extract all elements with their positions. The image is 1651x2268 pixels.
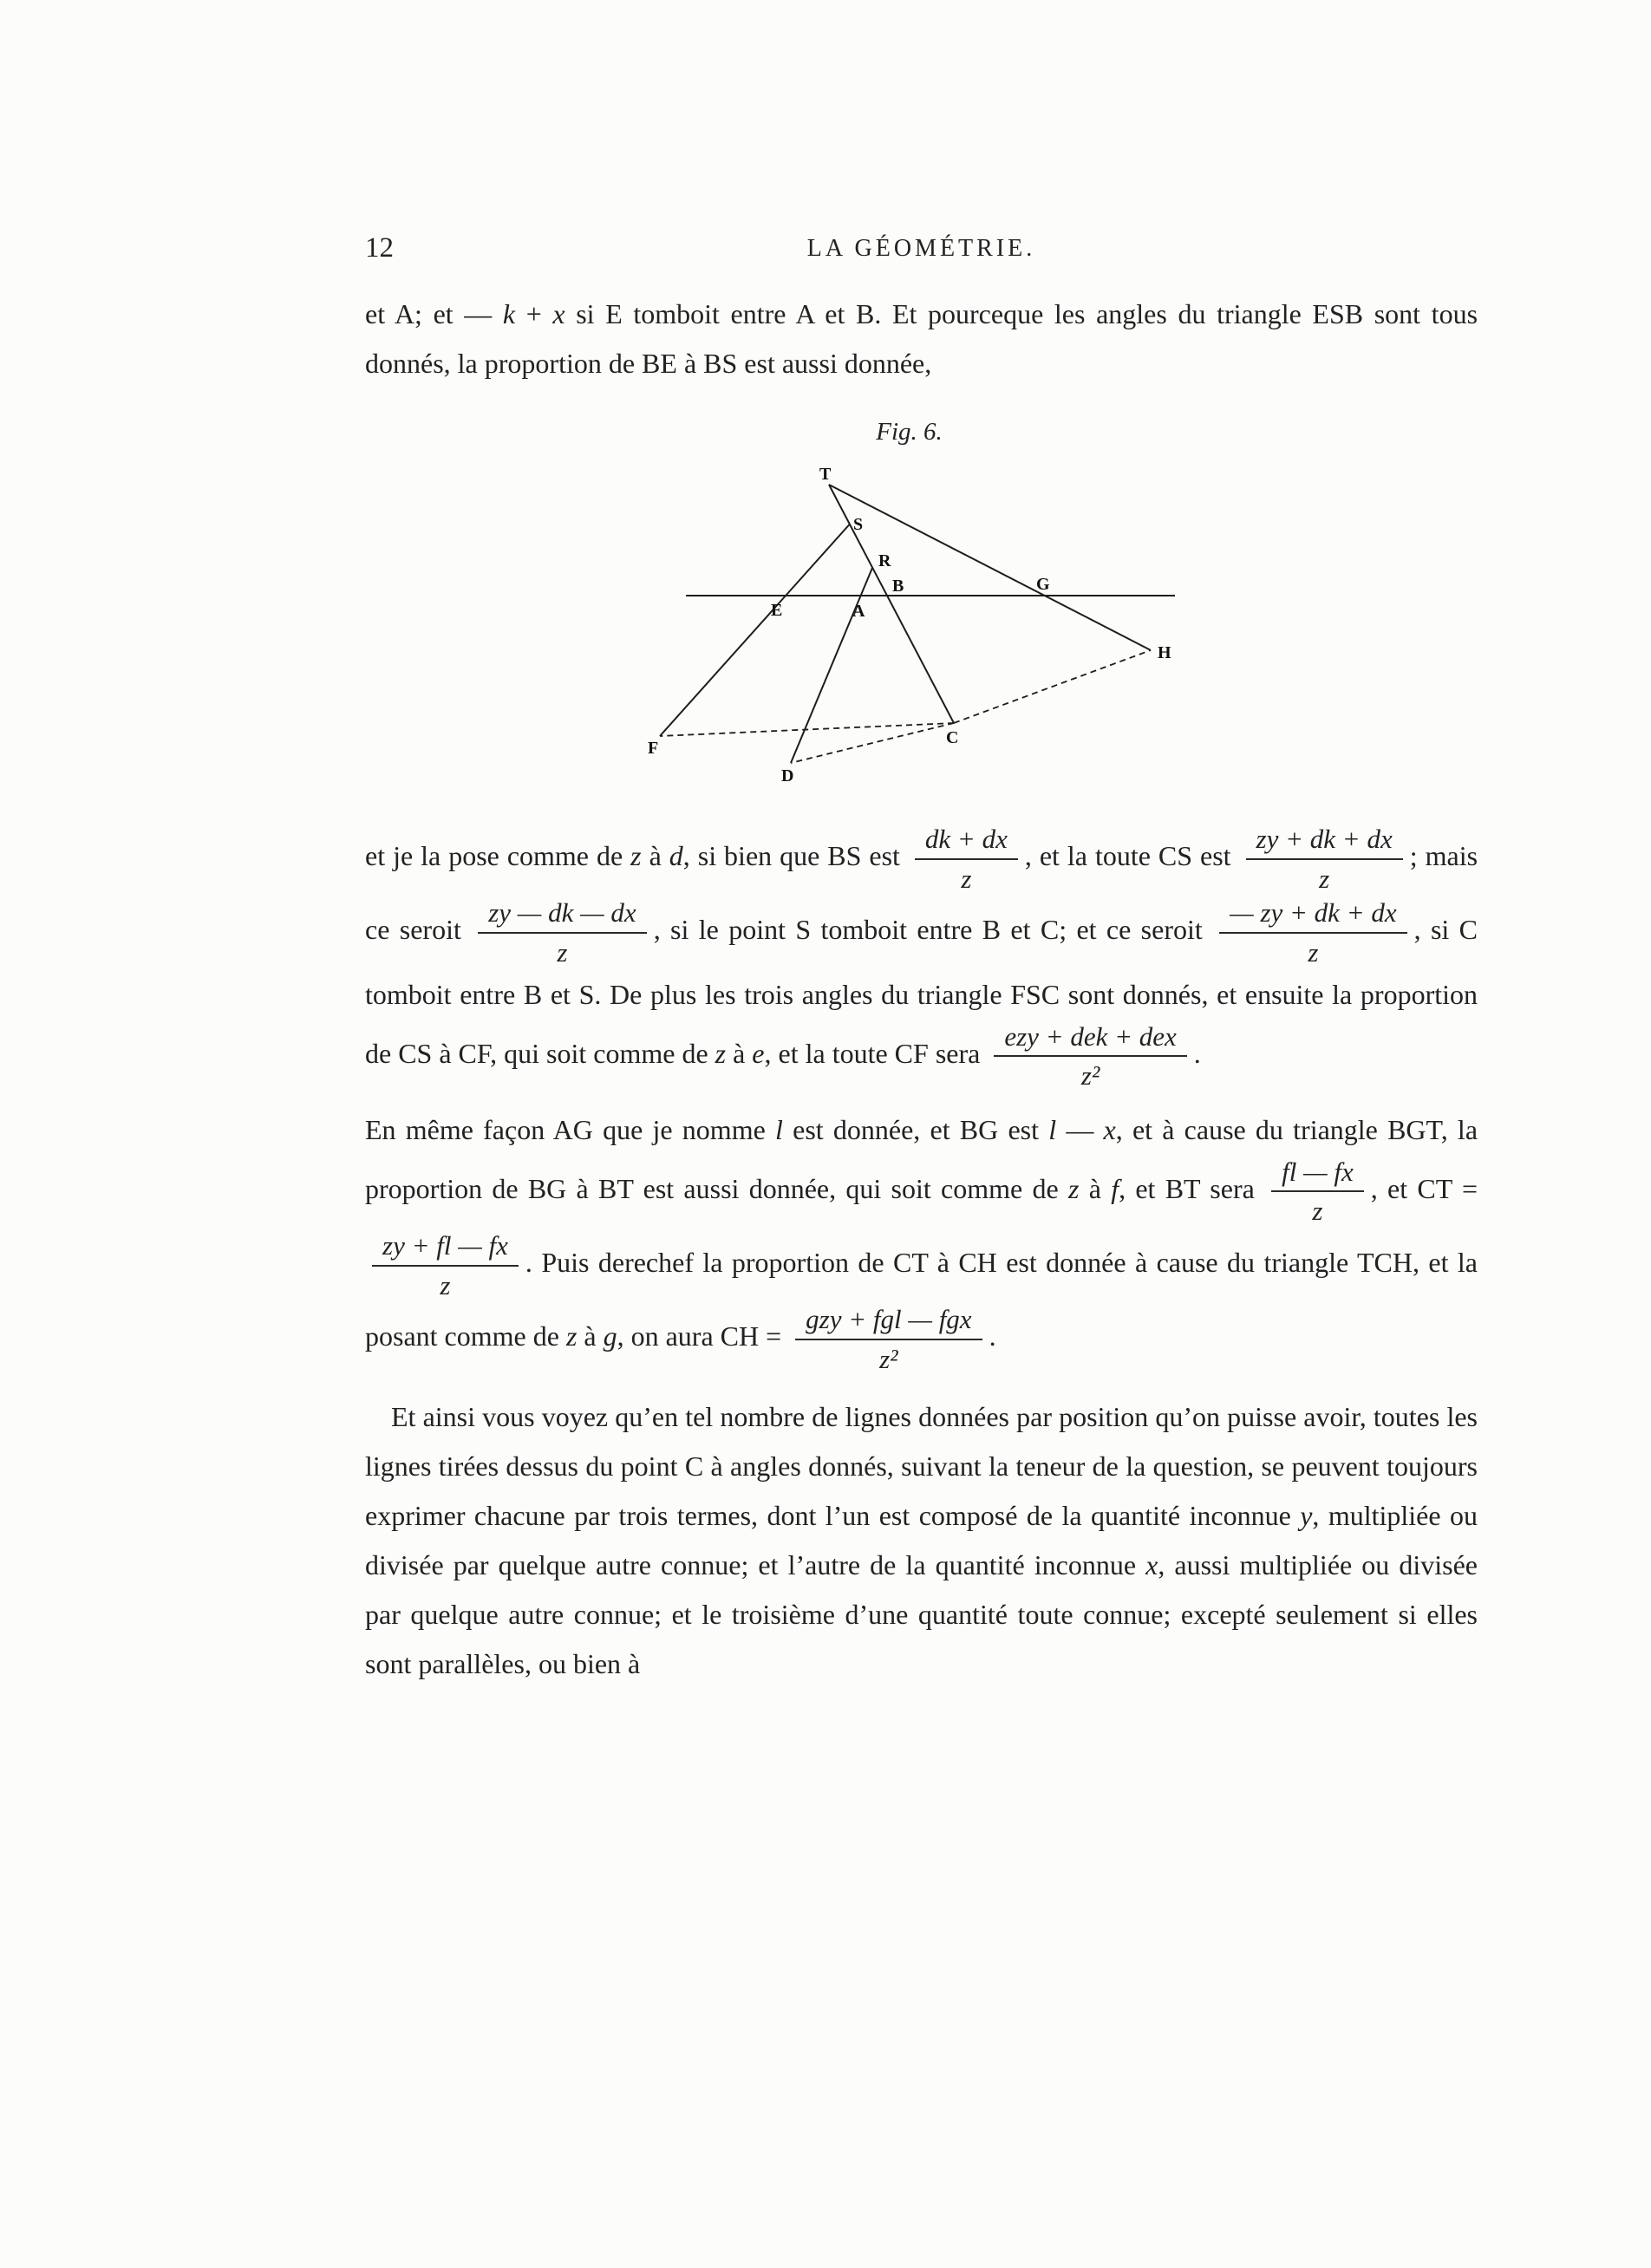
fraction	[478, 897, 646, 968]
fraction-numerator: dk + dx	[915, 824, 1018, 860]
paragraph-equations-1: et je la pose comme de z à d, si bien que BS est $\frac{dk + dx}{z}$ , et la toute CS est $\frac{zy + dk + dx}{z}$ ; mais ce seroit $\frac{zy — dk — dx}{z}$ , si le point S tomboit entre B et C; et ce seroit $\frac{— zy + dk + dx}{z}$ , si C tomboit entre B et S. De plus les trois angles du triangle FSC sont donnés, et ensuite la proportion de CS à CF, qui soit comme de z à e, et la toute CF sera $\frac{\text{ezy + dek + dex}}{\text{z²}}$ .	[365, 824, 1478, 1092]
fraction-denominator: z	[1319, 863, 1330, 894]
fraction	[1246, 824, 1403, 894]
math-variable: z	[715, 1037, 727, 1069]
point-label-F: F	[647, 739, 658, 758]
point-label-T: T	[819, 465, 831, 484]
point-label-D: D	[780, 766, 793, 785]
point-label-C: C	[945, 728, 958, 747]
fraction-numerator: — zy + dk + dx	[1219, 897, 1407, 934]
fraction-denominator: z	[961, 863, 972, 894]
fraction-numerator: fl — fx	[1271, 1157, 1364, 1193]
math-variable: z	[565, 1320, 578, 1352]
math-variable: f	[1111, 1172, 1119, 1204]
page-number: 12	[365, 232, 394, 264]
paragraph-equations-2: En même façon AG que je nomme l est donnée, et BG est l — x, et à cause du triangle BGT, la proportion de BG à BT est aussi donnée, qui soit comme de z à f, et BT sera $\frac{fl — fx}{z}$ , et CT = $\frac{zy + fl — fx}{z}$ . Puis derechef la proportion de CT à CH est donnée à cause du triangle TCH, et la posant comme de z à g, on aura CH = $\frac{\text{gzy + fgl — fgx}}{\text{z²}}$ .	[365, 1113, 1478, 1375]
line-CBST	[829, 485, 954, 723]
point-label-S: S	[852, 515, 863, 534]
point-label-G: G	[1035, 575, 1050, 594]
point-label-E: E	[770, 601, 782, 620]
fraction	[915, 824, 1018, 894]
running-header	[365, 232, 1478, 270]
math-variable: z	[630, 839, 642, 871]
running-title: LA GÉOMÉTRIE.	[806, 235, 1036, 262]
math-variable: x	[552, 298, 565, 329]
fraction-numerator: zy + dk + dx	[1246, 824, 1403, 860]
fraction-denominator: z	[440, 1269, 451, 1300]
fraction	[1271, 1157, 1364, 1227]
line-TGH	[829, 485, 1151, 650]
fraction-denominator: z	[557, 936, 568, 968]
fraction	[1219, 897, 1407, 968]
point-label-R: R	[878, 551, 891, 570]
math-variable: g	[603, 1320, 617, 1352]
figure-caption: Fig. 6.	[876, 418, 943, 446]
math-variable: k	[502, 298, 516, 329]
line-DAR	[791, 568, 872, 763]
fraction-denominator: z	[1308, 936, 1319, 968]
fraction-numerator: zy + fl — fx	[372, 1230, 519, 1267]
math-variable: l	[1048, 1113, 1057, 1145]
figure-6-diagram	[644, 450, 1199, 797]
line-FES	[660, 525, 850, 736]
math-variable: l	[775, 1113, 783, 1145]
point-label-H: H	[1157, 643, 1171, 662]
math-variable: x	[1103, 1113, 1116, 1145]
math-variable: y	[1300, 1499, 1313, 1531]
fraction-numerator: zy — dk — dx	[478, 897, 646, 934]
fraction	[795, 1304, 982, 1374]
dashed-line-CH	[954, 650, 1151, 723]
point-label-B: B	[891, 577, 904, 596]
math-variable: d	[669, 839, 683, 871]
figure-6	[644, 418, 1199, 801]
fraction-numerator: gzy + fgl — fgx	[795, 1304, 982, 1340]
fraction-denominator: z²	[1080, 1060, 1100, 1092]
math-variable: z	[1067, 1172, 1080, 1204]
fraction	[372, 1230, 519, 1300]
paragraph-intro: et A; et — k + x si E tomboit entre A et B. Et pourceque les angles du triangle ESB sont tous donnés, la proportion de BE à BS est aussi donnée,	[365, 298, 1478, 379]
point-label-A: A	[852, 602, 865, 621]
fraction-numerator: ezy + dek + dex	[994, 1021, 1186, 1058]
page-column	[365, 0, 1478, 1698]
math-variable: x	[1145, 1548, 1158, 1580]
fraction	[994, 1021, 1186, 1092]
fraction-denominator: z	[1312, 1196, 1323, 1227]
math-variable: e	[752, 1037, 765, 1069]
fraction-denominator: z²	[879, 1344, 898, 1375]
paragraph-conclusion: Et ainsi vous voyez qu’en tel nombre de lignes données par position qu’on puisse avoir, toutes les lignes tirées dessus du point C à angles donnés, suivant la teneur de la question, se peuvent toujours exprimer chacune par trois termes, dont l’un est composé de la quantité inconnue y, multipliée ou divisée par quelque autre connue; et l’autre de la quantité inconnue x, aussi multipliée ou divisée par quelque autre connue; et le troisième d’une quantité toute connue; excepté seulement si elles sont parallèles, ou bien à	[365, 1400, 1478, 1679]
